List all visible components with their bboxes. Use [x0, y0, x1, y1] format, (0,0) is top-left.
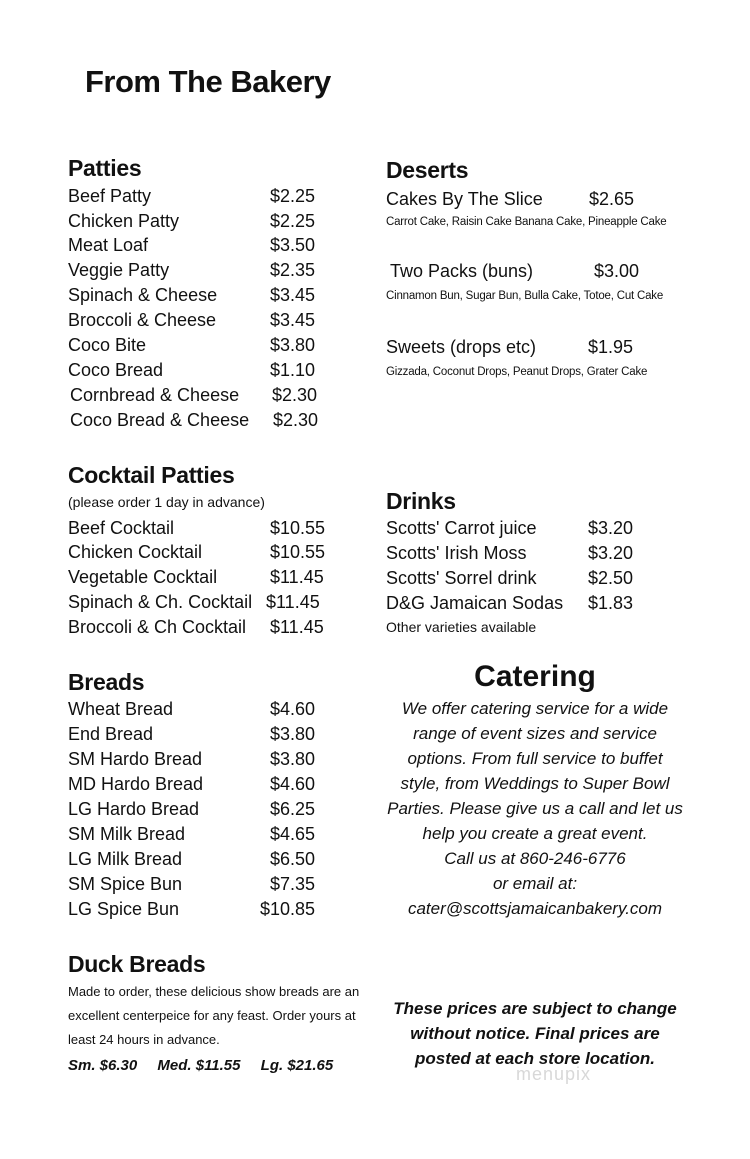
item-price: $4.60	[270, 774, 316, 794]
deserts-heading: Deserts	[386, 157, 469, 183]
item-name: Sweets (drops etc)	[386, 337, 537, 357]
item-name: Wheat Bread	[68, 699, 174, 719]
item-name: Cakes By The Slice	[386, 189, 543, 209]
item-description: Carrot Cake, Raisin Cake Banana Cake, Pineapple Cake	[386, 216, 667, 228]
catering-line: style, from Weddings to Super Bowl	[400, 774, 670, 793]
catering-line: Parties. Please give us a call and let us	[387, 799, 683, 818]
item-price: $7.35	[270, 874, 316, 894]
item-name: Chicken Cocktail	[68, 542, 203, 562]
item-name: Coco Bread	[68, 360, 164, 380]
item-name: SM Milk Bread	[68, 824, 186, 844]
catering-line: We offer catering service for a wide	[401, 699, 669, 718]
item-name: End Bread	[68, 724, 154, 744]
item-name: Spinach & Cheese	[68, 285, 218, 305]
item-name: Scotts' Irish Moss	[386, 543, 527, 563]
item-price: $2.65	[589, 189, 635, 209]
item-name: Vegetable Cocktail	[68, 567, 218, 587]
patties-heading: Patties	[68, 155, 142, 181]
item-name: LG Milk Bread	[68, 849, 183, 869]
item-description: Cinnamon Bun, Sugar Bun, Bulla Cake, Totoe, Cut Cake	[386, 290, 664, 302]
item-price: $3.80	[270, 335, 316, 355]
item-name: Meat Loaf	[68, 235, 149, 255]
item-price: $2.25	[270, 211, 316, 231]
item-name: SM Hardo Bread	[68, 749, 203, 769]
item-name: Veggie Patty	[68, 260, 170, 280]
item-price: $4.60	[270, 699, 316, 719]
item-price: $2.35	[270, 260, 316, 280]
item-price: $2.50	[588, 568, 634, 588]
item-price: $6.25	[270, 799, 316, 819]
item-name: Beef Patty	[68, 186, 152, 206]
drinks-note: Other varieties available	[386, 619, 537, 635]
item-price: $3.00	[594, 261, 640, 281]
item-price: $2.25	[270, 186, 316, 206]
item-name: D&G Jamaican Sodas	[386, 593, 564, 613]
item-name: Chicken Patty	[68, 211, 180, 231]
item-price: $6.50	[270, 849, 316, 869]
catering-line: options. From full service to buffet	[407, 749, 663, 768]
item-price: $10.55	[270, 518, 326, 538]
item-name: Spinach & Ch. Cocktail	[68, 592, 253, 612]
disclaimer-line: posted at each store location.	[415, 1049, 655, 1068]
duck-price-large: Lg. $21.65	[260, 1057, 334, 1074]
item-price: $1.83	[588, 593, 634, 613]
item-price: $10.85	[260, 899, 316, 919]
item-name: Two Packs (buns)	[390, 261, 534, 281]
cocktail-note: (please order 1 day in advance)	[68, 494, 265, 510]
item-price: $10.55	[270, 542, 326, 562]
item-name: Broccoli & Cheese	[68, 310, 217, 330]
catering-heading: Catering	[474, 660, 596, 693]
duck-price-medium: Med. $11.55	[157, 1057, 241, 1074]
item-name: MD Hardo Bread	[68, 774, 204, 794]
item-price: $3.45	[270, 310, 316, 330]
item-name: Coco Bite	[68, 335, 147, 355]
catering-text	[385, 696, 685, 921]
item-price: $3.80	[270, 724, 316, 744]
drinks-heading: Drinks	[386, 488, 456, 514]
item-price: $11.45	[270, 617, 324, 637]
item-name: LG Spice Bun	[68, 899, 180, 919]
item-price: $1.95	[588, 337, 634, 357]
item-description: Gizzada, Coconut Drops, Peanut Drops, Grater Cake	[386, 366, 648, 378]
item-price: $3.50	[270, 235, 316, 255]
item-price: $3.45	[270, 285, 316, 305]
catering-email: cater@scottsjamaicanbakery.com	[407, 899, 663, 918]
item-price: $2.30	[272, 385, 318, 405]
catering-phone: Call us at 860-246-6776	[444, 849, 626, 868]
item-price: $3.80	[270, 749, 316, 769]
catering-line: range of event sizes and service	[413, 724, 657, 743]
duck-price-small: Sm. $6.30	[68, 1057, 138, 1074]
page-title: From The Bakery	[85, 64, 331, 99]
item-price: $1.10	[270, 360, 316, 380]
item-price: $11.45	[270, 567, 324, 587]
catering-line: help you create a great event.	[422, 824, 648, 843]
duck-prices	[68, 1057, 349, 1074]
breads-heading: Breads	[68, 669, 145, 695]
price-disclaimer	[385, 996, 685, 1071]
item-name: LG Hardo Bread	[68, 799, 200, 819]
duck-heading: Duck Breads	[68, 951, 206, 977]
item-name: Coco Bread & Cheese	[70, 410, 250, 430]
item-name: SM Spice Bun	[68, 874, 183, 894]
catering-line: or email at:	[492, 874, 578, 893]
duck-description: Made to order, these delicious show breads are an excellent centerpeice for any feast. Order yours at least 24 hours in advance.	[68, 984, 360, 1047]
item-name: Scotts' Sorrel drink	[386, 568, 537, 588]
cocktail-heading: Cocktail Patties	[68, 462, 235, 488]
item-name: Beef Cocktail	[68, 518, 175, 538]
disclaimer-line: These prices are subject to change	[393, 999, 677, 1018]
menupix-watermark: menupix	[516, 1064, 592, 1084]
item-price: $4.65	[270, 824, 316, 844]
item-price: $3.20	[588, 543, 634, 563]
item-name: Broccoli & Ch Cocktail	[68, 617, 247, 637]
item-price: $2.30	[273, 410, 319, 430]
disclaimer-line: without notice. Final prices are	[410, 1024, 660, 1043]
item-name: Scotts' Carrot juice	[386, 518, 537, 538]
item-price: $11.45	[266, 592, 320, 612]
item-price: $3.20	[588, 518, 634, 538]
item-name: Cornbread & Cheese	[70, 385, 240, 405]
